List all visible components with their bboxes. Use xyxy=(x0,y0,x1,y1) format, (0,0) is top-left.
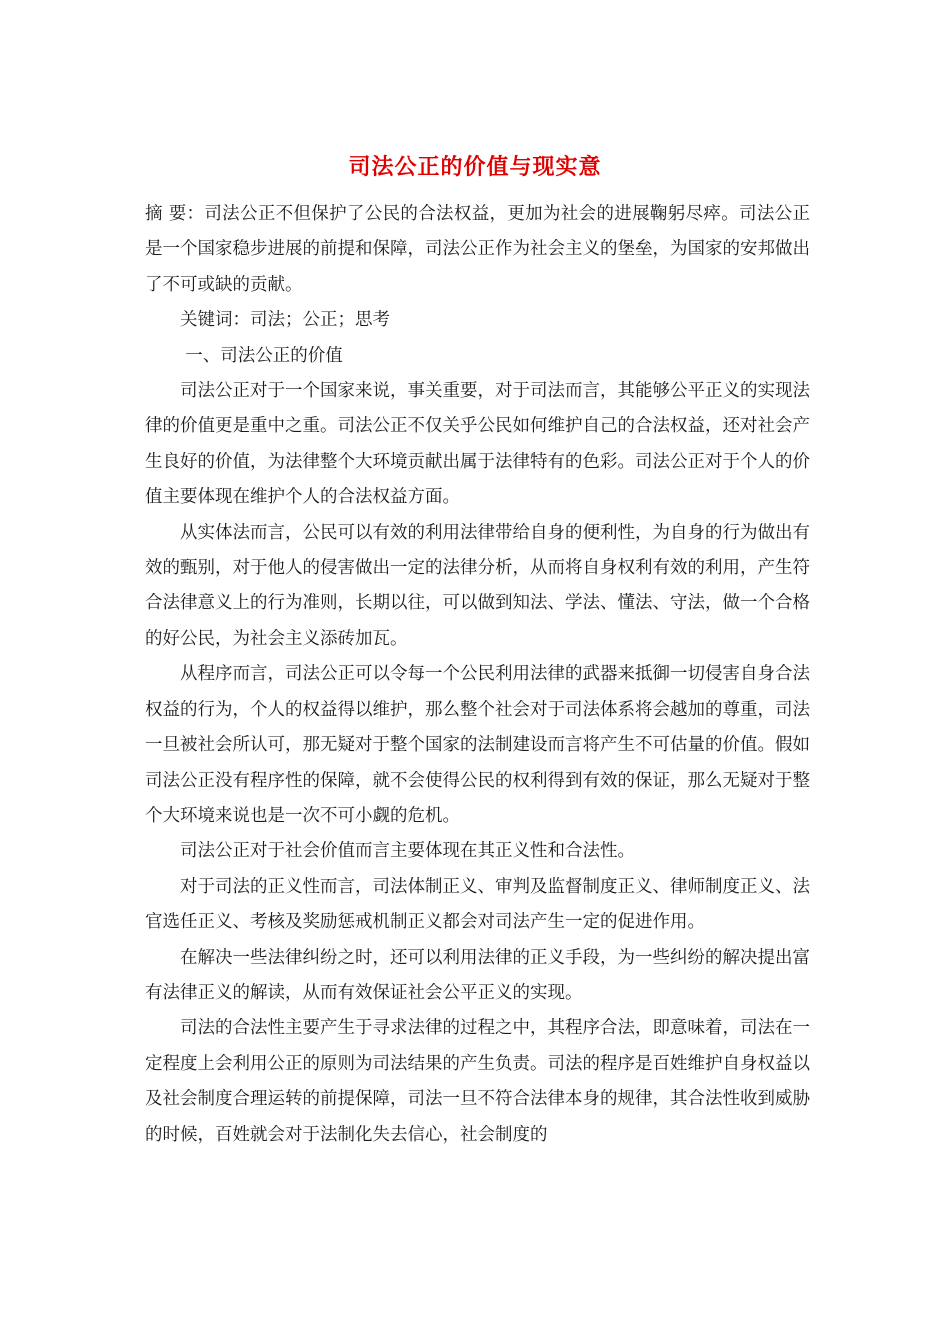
body-paragraph: 司法的合法性主要产生于寻求法律的过程之中，其程序合法，即意味着，司法在一定程度上会利用公正的原则为司法结果的产生负责。司法的程序是百姓维护自身权益以及社会制度合理运转的前提保障，司法一旦不符合法律本身的规律，其合法性收到威胁的时候，百姓就会对于法制化失去信心，社会制度的 xyxy=(145,1018,810,1145)
body-paragraph: 从实体法而言，公民可以有效的利用法律带给自身的便利性，为自身的行为做出有效的甄别，对于他人的侵害做出一定的法律分析，从而将自身权利有效的利用，产生符合法律意义上的行为准则，长期以往，可以做到知法、学法、懂法、守法，做一个合格的好公民，为社会主义添砖加瓦。 xyxy=(145,522,810,649)
section-heading: 一、司法公正的价值 xyxy=(185,345,343,366)
body-paragraph: 司法公正对于社会价值而言主要体现在其正义性和合法性。 xyxy=(180,841,635,862)
body-paragraph: 在解决一些法律纠纷之时，还可以利用法律的正义手段，为一些纠纷的解决提出富有法律正义的解读，从而有效保证社会公平正义的实现。 xyxy=(145,947,810,1003)
keywords-line: 关键词：司法；公正；思考 xyxy=(180,310,390,331)
body-paragraph: 司法公正对于一个国家来说，事关重要，对于司法而言，其能够公平正义的实现法律的价值更是重中之重。司法公正不仅关乎公民如何维护自己的合法权益，还对社会产生良好的价值，为法律整个大环境贡献出属于法律特有的色彩。司法公正对于个人的价值主要体现在维护个人的合法权益方面。 xyxy=(145,381,810,508)
body-paragraph: 对于司法的正义性而言，司法体制正义、审判及监督制度正义、律师制度正义、法官选任正义、考核及奖励惩戒机制正义都会对司法产生一定的促进作用。 xyxy=(145,876,810,933)
document-title: 司法公正的价值与现实意 xyxy=(348,154,602,180)
abstract-paragraph: 摘 要：司法公正不但保护了公民的合法权益，更加为社会的进展鞠躬尽瘁。司法公正是一个国家稳步进展的前提和保障，司法公正作为社会主义的堡垒，为国家的安邦做出了不可或缺的贡献。 xyxy=(145,204,810,295)
body-paragraph: 从程序而言，司法公正可以令每一个公民利用法律的武器来抵御一切侵害自身合法权益的行为，个人的权益得以维护，那么整个社会对于司法体系将会越加的尊重，司法一旦被社会所认可，那无疑对于整个国家的法制建设而言将产生不可估量的价值。假如司法公正没有程序性的保障，就不会使得公民的权利得到有效的保证，那么无疑对于整个大环境来说也是一次不可小觑的危机。 xyxy=(145,664,810,826)
document-body xyxy=(145,197,810,1153)
